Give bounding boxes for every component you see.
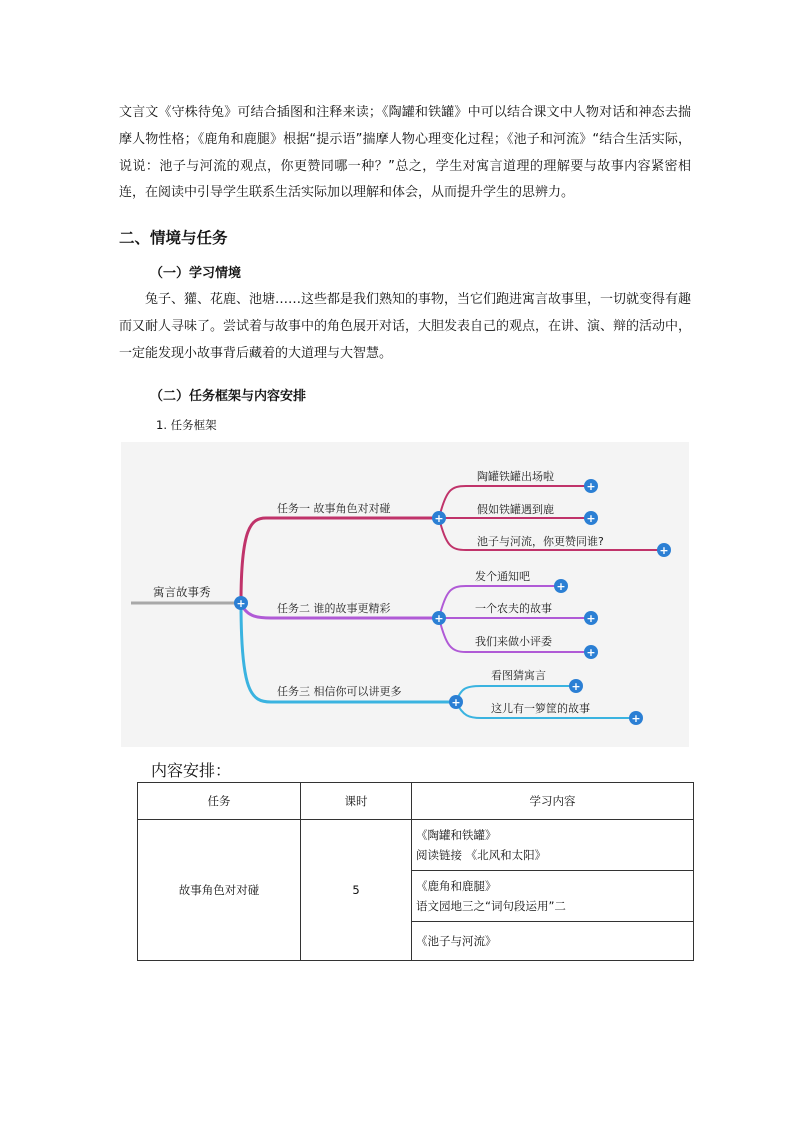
task-mindmap xyxy=(121,442,689,747)
leaf-label-3-1: 看图猜寓言 xyxy=(491,669,546,682)
svg-text:+: + xyxy=(586,512,596,525)
branch-label-task2: 任务二 谁的故事更精彩 xyxy=(277,602,391,615)
node-expand-icon-1-3[interactable] xyxy=(657,543,671,557)
svg-text:+: + xyxy=(434,612,444,625)
content-line: 阅读链接 《北风和太阳》 xyxy=(416,847,547,862)
leaf-label-1-1: 陶罐铁罐出场啦 xyxy=(477,470,554,483)
svg-text:+: + xyxy=(556,580,566,593)
node-expand-icon-task3[interactable] xyxy=(449,695,463,709)
content-arrangement-heading: 内容安排： xyxy=(151,761,232,780)
node-expand-icon-1-2[interactable] xyxy=(584,511,598,525)
node-expand-icon-2-1[interactable] xyxy=(554,579,568,593)
leaf-label-1-3: 池子与河流，你更赞同谁? xyxy=(477,535,604,548)
table-cell-content xyxy=(412,870,694,921)
subsection-title-situation: （一）学习情境 xyxy=(150,266,242,281)
svg-text:+: + xyxy=(586,646,596,659)
leaf-label-3-2: 这儿有一箩筐的故事 xyxy=(491,702,590,715)
svg-text:+: + xyxy=(571,680,581,693)
branch-line-task1 xyxy=(241,518,439,603)
content-line: 《鹿角和鹿腿》 xyxy=(416,879,497,894)
svg-text:+: + xyxy=(586,480,596,493)
svg-text:+: + xyxy=(451,696,461,709)
subsection-title-framework: （二）任务框架与内容安排 xyxy=(150,389,307,404)
node-expand-icon-task1[interactable] xyxy=(432,511,446,525)
node-expand-icon-1-1[interactable] xyxy=(584,479,598,493)
node-expand-icon-task2[interactable] xyxy=(432,611,446,625)
svg-text:+: + xyxy=(659,544,669,557)
leaf-label-2-2: 一个农夫的故事 xyxy=(475,602,552,615)
content-line: 《陶罐和铁罐》 xyxy=(416,827,497,842)
svg-text:+: + xyxy=(434,512,444,525)
table-row xyxy=(138,819,694,870)
intro-paragraph: 文言文《守株待兔》可结合插图和注释来读；《陶罐和铁罐》中可以结合课文中人物对话和神态去揣摩人物性格；《鹿角和鹿腿》根据“提示语”揣摩人物心理变化过程；《池子和河流》“结合生活实际，说说：池子与河流的观点，你更赞同哪一种？”总之，学生对寓言道理的理解要与故事内容紧密相连，在阅读中引导学生联系生活实际加以理解和体会，从而提升学生的思辨力。 xyxy=(119,105,691,201)
table-header-row xyxy=(138,783,694,820)
node-expand-icon-2-2[interactable] xyxy=(584,611,598,625)
branch-label-task1: 任务一 故事角色对对碰 xyxy=(277,502,391,515)
svg-text:+: + xyxy=(236,597,246,610)
svg-text:+: + xyxy=(631,712,641,725)
node-expand-icon-root[interactable] xyxy=(234,596,248,610)
content-line: 语文园地三之“词句段运用”二 xyxy=(416,899,566,914)
leaf-label-1-2: 假如铁罐遇到鹿 xyxy=(477,503,554,516)
svg-text:+: + xyxy=(586,612,596,625)
branch-label-task3: 任务三 相信你可以讲更多 xyxy=(277,685,402,698)
table-header-content: 学习内容 xyxy=(412,783,694,820)
table-header-task: 任务 xyxy=(138,783,301,820)
table-header-hours: 课时 xyxy=(301,783,412,820)
mindmap-svg xyxy=(121,442,689,747)
situation-paragraph: 兔子、獾、花鹿、池塘……这些都是我们熟知的事物，当它们跑进寓言故事里，一切就变得有趣而又耐人寻味了。尝试着与故事中的角色展开对话，大胆发表自己的观点，在讲、演、辩的活动中，一定能发现小故事背后藏着的大道理与大智慧。 xyxy=(119,292,692,361)
table-cell-task: 故事角色对对碰 xyxy=(138,819,301,960)
node-expand-icon-2-3[interactable] xyxy=(584,645,598,659)
table-cell-content xyxy=(412,819,694,870)
leaf-line-3-1 xyxy=(456,686,576,702)
node-expand-icon-3-1[interactable] xyxy=(569,679,583,693)
content-arrangement-table xyxy=(137,782,694,961)
table-cell-hours: 5 xyxy=(301,819,412,960)
leaf-label-2-1: 发个通知吧 xyxy=(475,570,530,583)
leaf-label-2-3: 我们来做小评委 xyxy=(475,635,552,648)
mindmap-root-label: 寓言故事秀 xyxy=(153,585,211,599)
node-expand-icon-3-2[interactable] xyxy=(629,711,643,725)
table-cell-content xyxy=(412,922,694,961)
content-line: 《池子与河流》 xyxy=(416,934,497,949)
section-title: 二、情境与任务 xyxy=(119,229,228,247)
framework-label: 1. 任务框架 xyxy=(156,418,217,432)
